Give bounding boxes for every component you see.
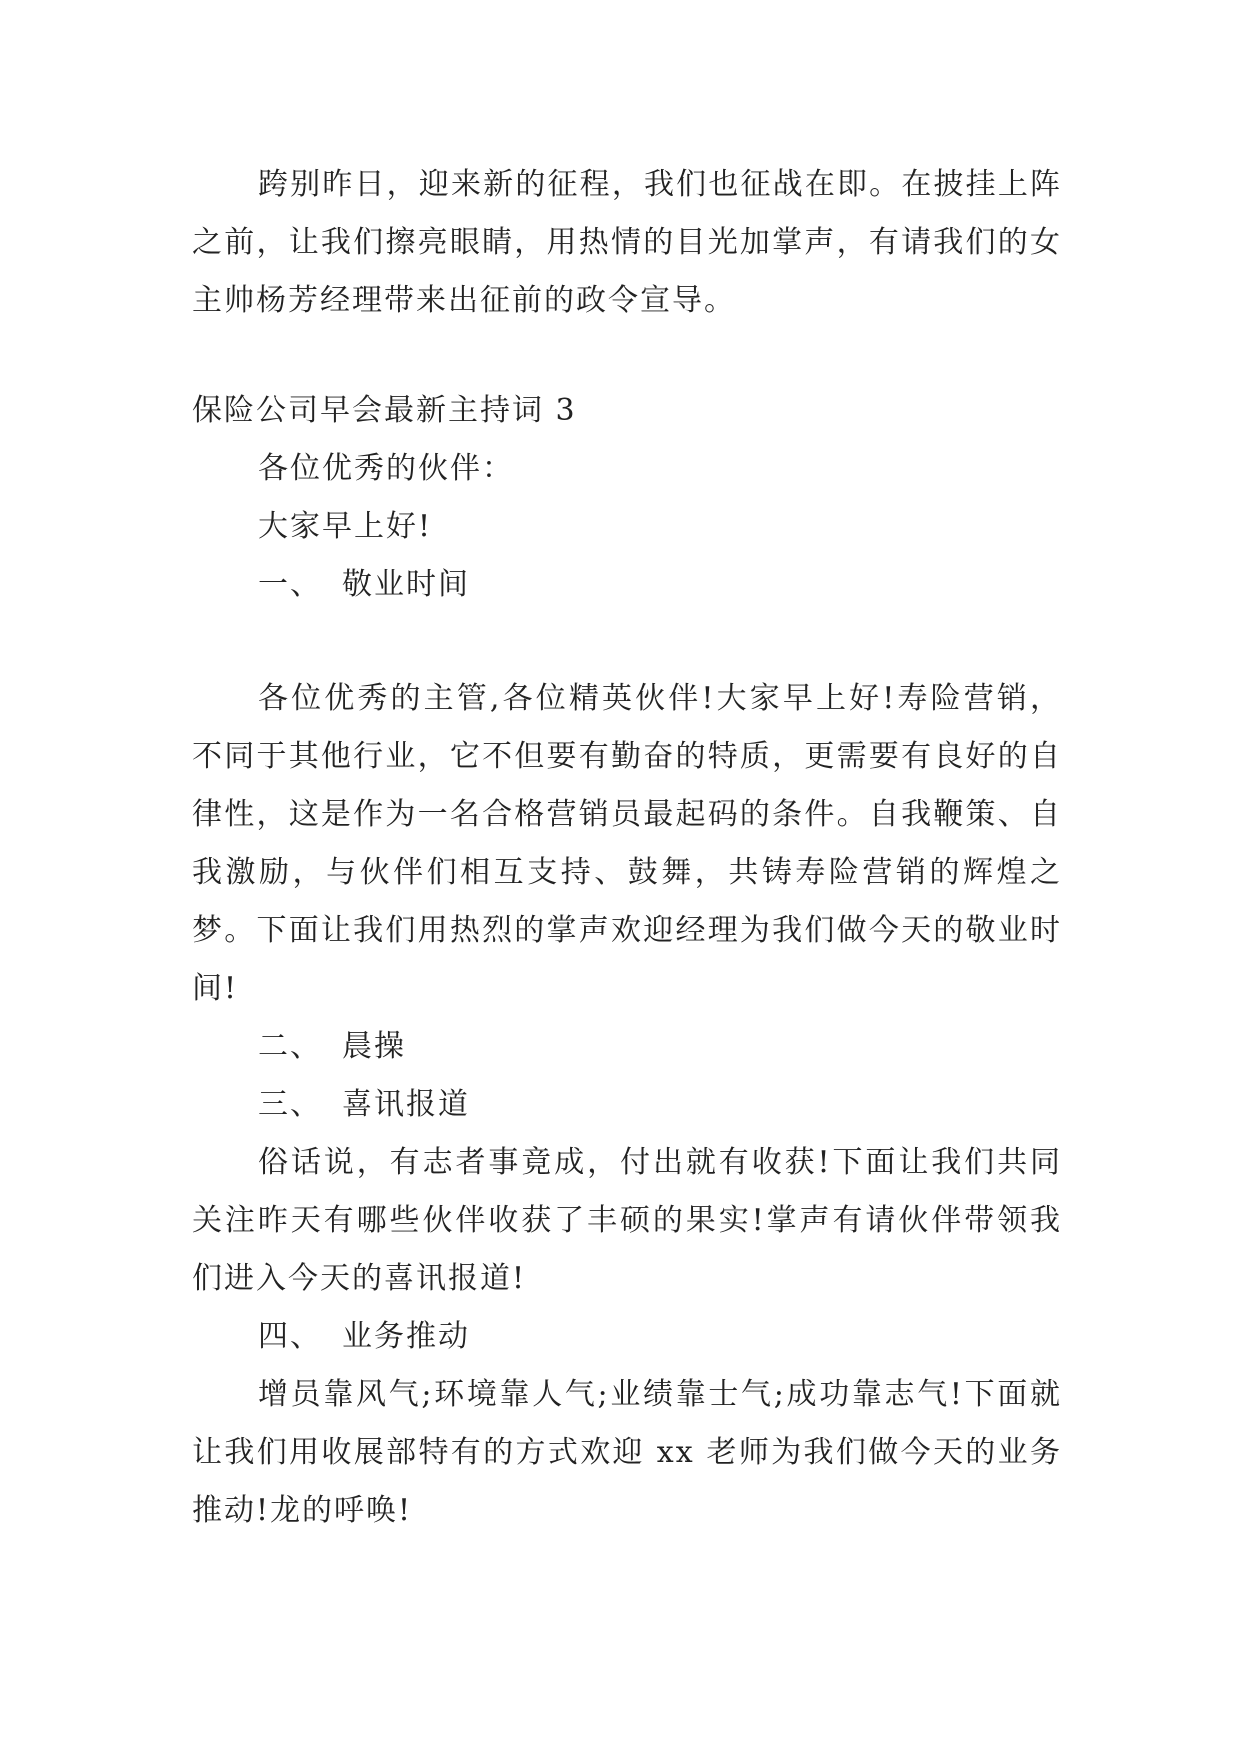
intro-paragraph: 跨别昨日，迎来新的征程，我们也征战在即。在披挂上阵之前，让我们擦亮眼睛，用热情的目光加掌声，有请我们的女主帅杨芳经理带来出征前的政令宣导。: [192, 167, 1062, 318]
item-number: 三、: [258, 1087, 322, 1122]
item-label: 喜讯报道: [342, 1087, 470, 1122]
item-heading-1: [192, 556, 1062, 614]
good-morning-line: 大家早上好!: [258, 509, 433, 544]
item-3-paragraph: 俗话说，有志者事竟成，付出就有收获!下面让我们共同关注昨天有哪些伙伴收获了丰硕的果实!掌声有请伙伴带领我们进入今天的喜讯报道!: [192, 1145, 1062, 1296]
item-label: 敬业时间: [342, 567, 470, 602]
item-number: 二、: [258, 1029, 322, 1064]
item-heading-3: [192, 1076, 1062, 1134]
greeting-line: 各位优秀的伙伴：: [258, 451, 514, 486]
item-label: 晨操: [342, 1029, 406, 1064]
item-number: 四、: [258, 1319, 322, 1354]
spacer: [192, 330, 1062, 382]
document-page: [192, 156, 1062, 1540]
item-1-paragraph: 各位优秀的主管,各位精英伙伴!大家早上好!寿险营销，不同于其他行业，它不但要有勤奋的特质，更需要有良好的自律性，这是作为一名合格营销员最起码的条件。自我鞭策、自我激励，与伙伴们相互支持、鼓舞，共铸寿险营销的辉煌之梦。下面让我们用热烈的掌声欢迎经理为我们做今天的敬业时间!: [192, 681, 1062, 1006]
spacer: [192, 614, 1062, 670]
item-heading-2: [192, 1018, 1062, 1076]
section-title: 保险公司早会最新主持词 3: [192, 393, 577, 428]
item-4-paragraph: 增员靠风气;环境靠人气;业绩靠士气;成功靠志气!下面就让我们用收展部特有的方式欢迎 xx 老师为我们做今天的业务推动!龙的呼唤!: [192, 1377, 1062, 1528]
item-heading-4: [192, 1308, 1062, 1366]
item-number: 一、: [258, 567, 322, 602]
item-label: 业务推动: [342, 1319, 470, 1354]
